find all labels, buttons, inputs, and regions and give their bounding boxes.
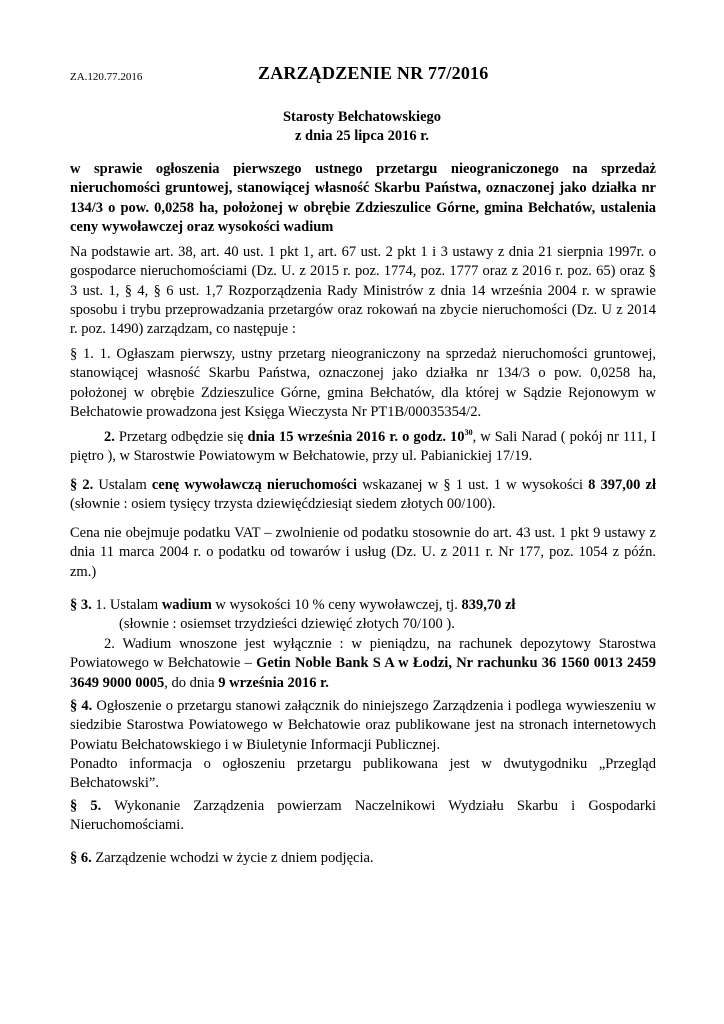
auction-date: dnia 15 września 2016 r. o godz. 10 — [247, 429, 465, 445]
starting-price-label: cenę wywoławczą nieruchomości — [151, 477, 358, 493]
section-3-paragraph-1 — [70, 596, 656, 635]
section-label: § 4. — [70, 698, 93, 714]
deposit-deadline: 9 września 2016 r. — [218, 674, 329, 691]
text-segment: Ustalam — [93, 477, 152, 493]
text-segment: w wysokości 10 % ceny wywoławczej, tj. — [211, 597, 462, 613]
section-label: § 6. — [70, 850, 92, 866]
text-segment: 2. Wadium wnoszone jest wyłącznie : w pieniądzu, na rachunek depozytowy Starostwa Powiatowego w Bełchatowie – — [70, 636, 656, 672]
section-2-paragraph — [70, 476, 656, 515]
section-5-paragraph — [70, 797, 656, 836]
section-label: § 2. — [70, 477, 94, 493]
section-6-paragraph — [70, 849, 656, 868]
text-segment: Zarządzenie wchodzi w życie z dniem podjęcia. — [91, 850, 374, 866]
document-title: ZARZĄDZENIE NR 77/2016 — [258, 63, 489, 83]
vat-paragraph: Cena nie obejmuje podatku VAT – zwolnienie od podatku stosownie do art. 43 ust. 1 pkt 9 ustawy z dnia 11 marca 2004 r. o podatku od towarów i usług (Dz. U. z 2011 r. Nr 177, poz. 1054 z późn. zm.) — [70, 525, 656, 580]
text-segment: wskazanej w § 1 ust. 1 w wysokości — [357, 477, 589, 493]
publication-note: Ponadto informacja o ogłoszeniu przetargu publikowana jest w dwutygodniku „Przegląd Bełchatowski”. — [70, 755, 656, 792]
text-segment: 1. Ustalam — [91, 597, 162, 613]
section-4-paragraph — [70, 697, 656, 793]
text-segment: Wykonanie Zarządzenia powierzam Naczelnikowi Wydziału Skarbu i Gospodarki Nieruchomościami. — [70, 798, 656, 834]
text-segment: , w Sali Narad ( pokój nr 111, I piętro ), w Starostwie Powiatowym w Bełchatowie, przy ul. Pabianickiej 17/19. — [70, 429, 656, 465]
section-label: § 5. — [70, 798, 102, 814]
legal-basis-paragraph: Na podstawie art. 38, art. 40 ust. 1 pkt 1, art. 67 ust. 2 pkt 1 i 3 ustawy z dnia 21 sierpnia 1997r. o gospodarce nieruchomościami (Dz. U. z 2015 r. poz. 1774, poz. 1777 oraz z 2016 r. poz. 65) oraz § 3 ust. 1, § 4, § 6 ust. 1,7 Rozporządzenia Rady Ministrów z dnia 14 września 2004 r. w sprawie sposobu i trybu przeprowadzania przetargów oraz rokowań na zbycie nieruchomości (Dz. U z 2014 r. poz. 1490) zarządzam, co następuje : — [70, 244, 656, 338]
bank-account: Getin Noble Bank S A w Łodzi, Nr rachunku 36 1560 0013 2459 3649 9000 0005 — [70, 655, 656, 691]
section-label: § 3. — [70, 597, 92, 613]
text-segment: Przetarg odbędzie się — [114, 429, 248, 445]
deposit-line — [70, 596, 656, 615]
deposit-amount: 839,70 zł — [461, 597, 516, 613]
deposit-label: wadium — [161, 597, 212, 613]
text-segment: (słownie : osiem tysięcy trzysta dziewięćdziesiąt siedem złotych 00/100). — [70, 496, 496, 513]
text-segment: , do dnia — [164, 674, 219, 691]
deposit-amount-words: (słownie : osiemset trzydzieści dziewięć złotych 70/100 ). — [119, 616, 455, 633]
issuer-name: Starosty Bełchatowskiego — [282, 109, 442, 125]
subject-paragraph: w sprawie ogłoszenia pierwszego ustnego przetargu nieograniczonego na sprzedaż nieruchomości gruntowej, stanowiącej własność Skarbu Państwa, oznaczonej jako działka nr 134/3 o pow. 0,0258 ha, położonej w obrębie Zdzieszulice Górne, gmina Bełchatów, ustalenia ceny wywoławczej oraz wysokości wadium — [70, 161, 656, 235]
issuer-block — [0, 108, 724, 146]
text-segment: Ogłoszenie o przetargu stanowi załącznik do niniejszego Zarządzenia i podlega wywieszeniu w siedzibie Starostwa Powiatowego w Bełchatowie oraz publikowane jest na stronach internetowych Powiatu Bełchatowskiego i w Biuletynie Informacji Publicznej. — [70, 698, 656, 753]
section-3-paragraph-2 — [70, 635, 656, 693]
starting-price-amount: 8 397,00 zł — [588, 477, 657, 493]
section-1-paragraph-2 — [70, 428, 656, 467]
issue-date: z dnia 25 lipca 2016 r. — [294, 128, 429, 144]
auction-time-minutes: 30 — [464, 428, 473, 437]
paragraph-number: 2. — [104, 429, 115, 445]
section-1-paragraph-1: § 1. 1. Ogłaszam pierwszy, ustny przetarg nieograniczony na sprzedaż nieruchomości gruntowej, stanowiącej własność Skarbu Państwa, oznaczonej jako działka nr 134/3 o pow. 0,0258 ha, położonej w obrębie Zdzieszulice Górne, gmina Bełchatów, dla której w Sądzie Rejonowym w Bełchatowie prowadzona jest Księga Wieczysta Nr PT1B/00035354/2. — [70, 346, 656, 420]
document-reference: ZA.120.77.2016 — [70, 71, 143, 83]
